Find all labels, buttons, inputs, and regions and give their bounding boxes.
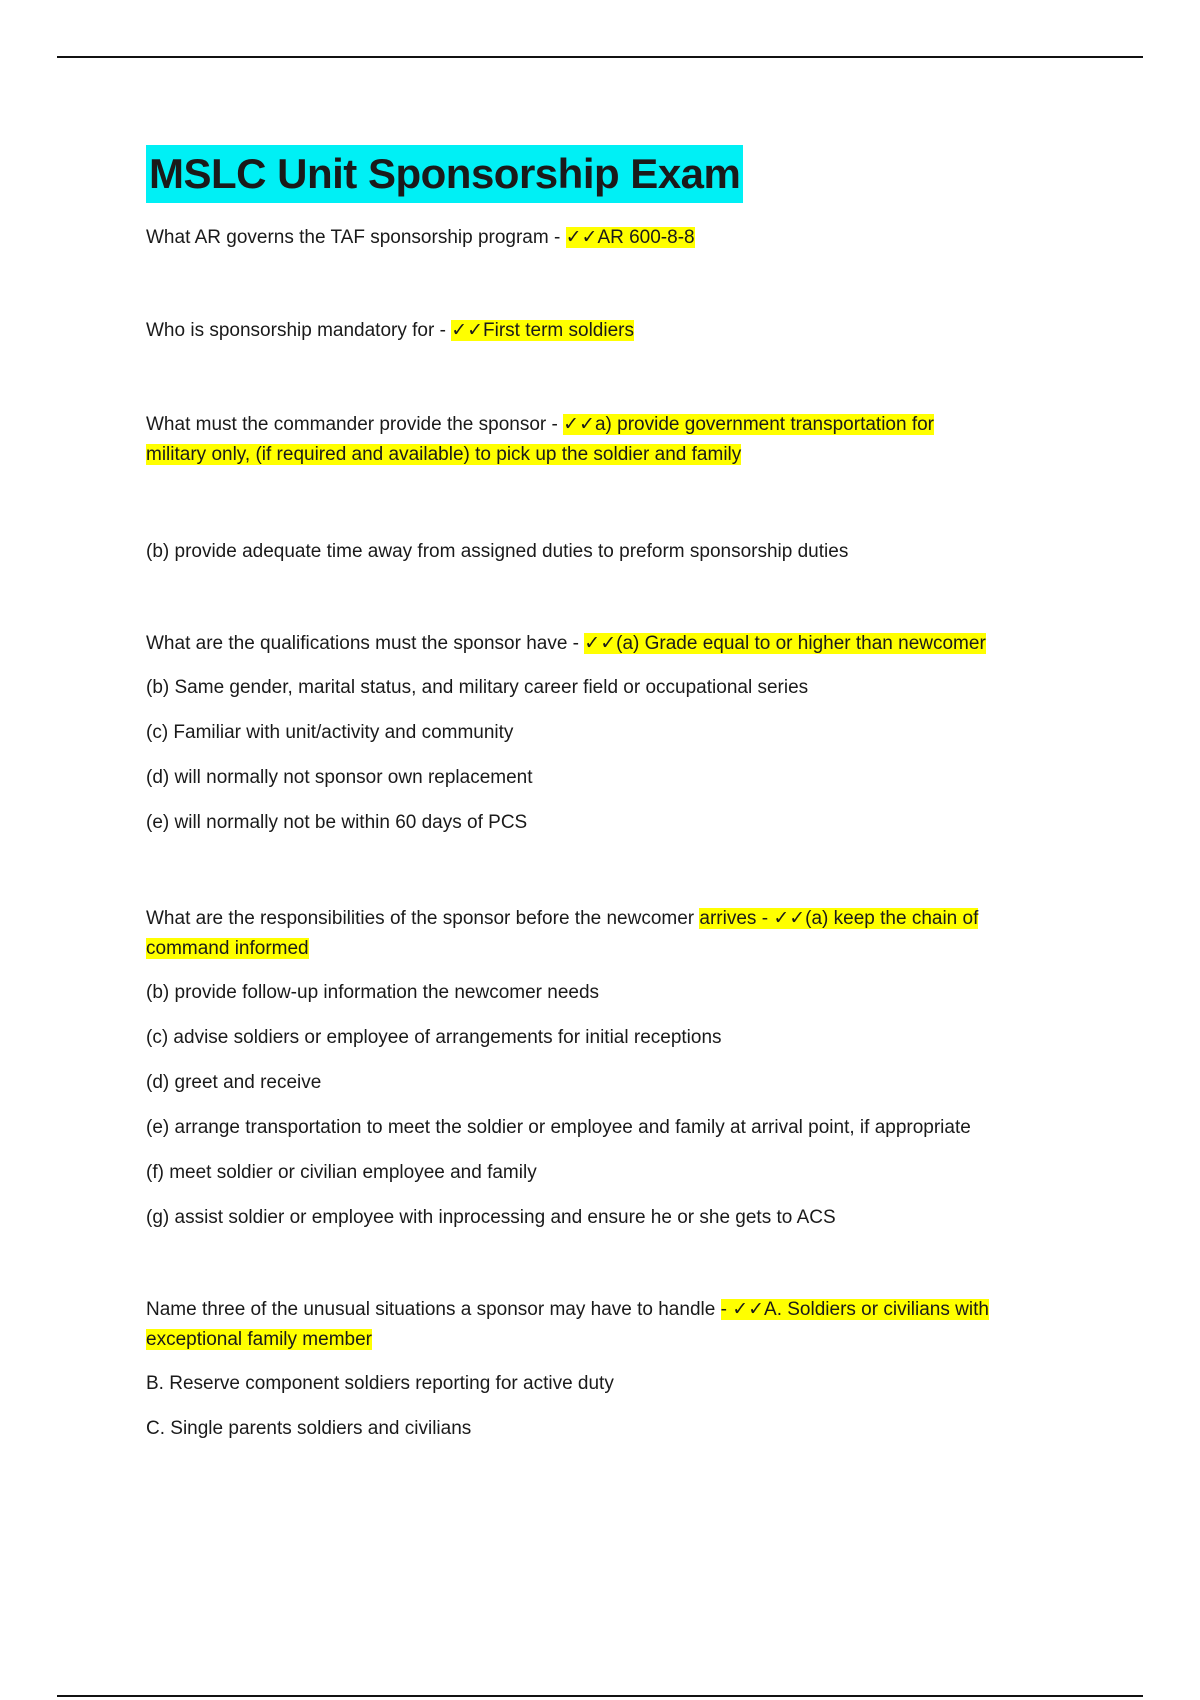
top-rule — [57, 56, 1143, 58]
list-item: (b) Same gender, marital status, and military career field or occupational series — [146, 677, 809, 698]
qa-line — [146, 934, 1066, 964]
list-item: C. Single parents soldiers and civilians — [146, 1418, 472, 1439]
bottom-rule — [57, 1695, 1143, 1697]
answer-highlight — [566, 227, 695, 248]
qa-item-1 — [146, 223, 695, 253]
list-item: (d) will normally not sponsor own replacement — [146, 767, 533, 788]
qa-line — [146, 1295, 1066, 1325]
question-text: What must the commander provide the sponsor - — [146, 414, 564, 435]
list-item: B. Reserve component soldiers reporting for active duty — [146, 1373, 614, 1394]
answer-text: a) provide government transportation for — [594, 414, 934, 435]
answer-highlight — [721, 1299, 989, 1320]
check-mark-icon: ✓✓ — [584, 633, 617, 654]
question-highlight-text: - — [720, 1299, 733, 1320]
answer-highlight — [584, 633, 986, 654]
qa-line — [146, 904, 1066, 934]
answer-highlight — [563, 414, 934, 435]
qa-item-6 — [146, 1295, 1066, 1444]
list-item: (e) will normally not be within 60 days of PCS — [146, 812, 528, 833]
check-mark-icon: ✓✓ — [563, 414, 595, 435]
list-item: (b) provide follow-up information the newcomer needs — [146, 982, 600, 1003]
answer-highlight — [451, 320, 634, 341]
answer-text: military only, (if required and available) to pick up the soldier and family — [146, 444, 742, 465]
question-text: What are the qualifications must the sponsor have - — [146, 633, 585, 654]
check-mark-icon: ✓✓ — [565, 227, 598, 248]
list-item: (f) meet soldier or civilian employee and family — [146, 1162, 537, 1183]
qa-line — [146, 1325, 1066, 1355]
check-mark-icon: ✓✓ — [773, 908, 806, 929]
qa-item-2 — [146, 316, 634, 346]
qa-line — [146, 629, 1066, 659]
qa-line — [146, 410, 1066, 440]
question-text: Name three of the unusual situations a sponsor may have to handle — [146, 1299, 721, 1320]
answer-text: (a) keep the chain of — [805, 908, 979, 929]
question-highlight-text: arrives - — [699, 908, 774, 929]
document-title: MSLC Unit Sponsorship Exam — [146, 145, 743, 203]
qa-item-4 — [146, 629, 1066, 838]
answer-text: (a) Grade equal to or higher than newcomer — [616, 633, 986, 654]
qa-item-3-extra — [146, 537, 848, 567]
qa-item-5 — [146, 904, 1066, 1233]
list-item: (c) Familiar with unit/activity and community — [146, 722, 514, 743]
answer-text: First term soldiers — [483, 320, 634, 341]
answer-text: command informed — [146, 938, 309, 959]
document-body — [146, 145, 1066, 1439]
list-item: (c) advise soldiers or employee of arrangements for initial receptions — [146, 1027, 722, 1048]
answer-text: AR 600-8-8 — [597, 227, 695, 248]
answer-text: exceptional family member — [146, 1329, 372, 1350]
answer-highlight — [699, 908, 978, 929]
check-mark-icon: ✓✓ — [451, 320, 484, 341]
answer-extra: (b) provide adequate time away from assigned duties to preform sponsorship duties — [146, 541, 849, 562]
list-item: (d) greet and receive — [146, 1072, 322, 1093]
question-text: What AR governs the TAF sponsorship program - — [146, 227, 566, 248]
list-item: (e) arrange transportation to meet the soldier or employee and family at arrival point, if appropriate — [146, 1117, 971, 1138]
qa-line — [146, 440, 1066, 470]
check-mark-icon: ✓✓ — [732, 1299, 765, 1320]
answer-text: A. Soldiers or civilians with — [764, 1299, 989, 1320]
list-item: (g) assist soldier or employee with inprocessing and ensure he or she gets to ACS — [146, 1207, 836, 1228]
question-text: What are the responsibilities of the sponsor before the newcomer — [146, 908, 700, 929]
question-text: Who is sponsorship mandatory for - — [146, 320, 452, 341]
qa-item-3 — [146, 410, 1066, 470]
